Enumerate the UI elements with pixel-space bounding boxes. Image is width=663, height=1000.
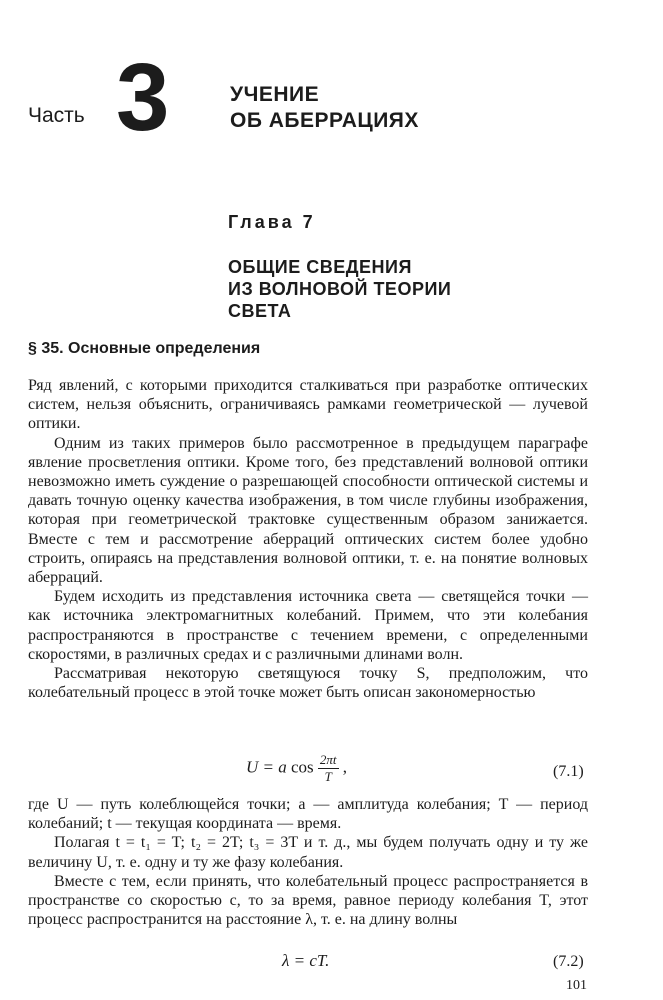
equation-7-1-fraction (318, 752, 339, 785)
paragraph-6: Полагая t = t₁ = T; t₂ = 2T; t₃ = 3T и т. д., мы будем получать одну и ту же величину U, т. е. одну и ту же фазу колебания. (28, 834, 588, 871)
equation-7-1-lhs: U = a (246, 757, 287, 777)
paragraph-4: Рассматривая некоторую светящуюся точку S, предположим, что колебательный процесс в этой точке может быть описан закономерностью (28, 665, 588, 702)
chapter-title (228, 256, 451, 322)
equation-7-2-number: (7.2) (553, 953, 584, 970)
paragraph-3: Будем исходить из представления источника света — светящейся точки — как источника электромагнитных колебаний. Примем, что эти колебания распространяются в пространстве с течением времени, с определенными скоростями, в различных средах и с различными длинами волн. (28, 588, 588, 663)
body-text-block-2 (28, 795, 588, 929)
equation-7-1 (246, 752, 347, 785)
chapter-title-line-3: СВЕТА (228, 301, 292, 321)
chapter-title-line-2: ИЗ ВОЛНОВОЙ ТЕОРИИ (228, 279, 452, 299)
section-title: § 35. Основные определения (28, 340, 261, 357)
body-text-block-1 (28, 376, 588, 702)
paragraph-2: Одним из таких примеров было рассмотренное в предыдущем параграфе явление просветления оптики. Кроме того, без представлений волновой оптики невозможно иметь суждение о разрешающей способности оптической системы и давать точную оценку качества изображения, в том числе глубины изображения, которая при геометрической трактовке существенным образом занижается. Вместе с тем и рассмотрение аберраций оптических систем более удобно строить, опираясь на представления волновой оптики, т. е. на понятие волновых аберраций. (28, 434, 588, 587)
equation-7-1-number: (7.1) (553, 763, 584, 780)
chapter-title-line-1: ОБЩИЕ СВЕДЕНИЯ (228, 257, 412, 277)
part-label: Часть (28, 104, 85, 127)
part-title-line-1: УЧЕНИЕ (230, 83, 320, 106)
chapter-label: Глава 7 (228, 212, 316, 232)
paragraph-7: Вместе с тем, если принять, что колебательный процесс распространяется в пространстве со скоростью c, то за время, равное периоду колебания T, этот процесс распространится на расстояние λ, т. е. на длину волны (28, 872, 588, 929)
part-title (230, 82, 419, 134)
part-title-line-2: ОБ АБЕРРАЦИЯХ (230, 109, 419, 132)
equation-7-1-cos: cos (291, 757, 314, 777)
equation-7-1-denominator: T (324, 769, 332, 784)
equation-7-1-numerator: 2πt (319, 752, 337, 767)
page-number: 101 (566, 978, 587, 993)
equation-7-1-comma: , (342, 757, 348, 777)
equation-7-2: λ = cT. (282, 951, 330, 970)
paragraph-5: где U — путь колеблющейся точки; a — амплитуда колебания; T — период колебаний; t — текущая координата — время. (28, 796, 588, 833)
part-number: 3 (116, 44, 170, 151)
paragraph-1: Ряд явлений, с которыми приходится сталкиваться при разработке оптических систем, нельзя объяснить, ограничиваясь рамками геометрической — лучевой оптики. (28, 377, 588, 433)
